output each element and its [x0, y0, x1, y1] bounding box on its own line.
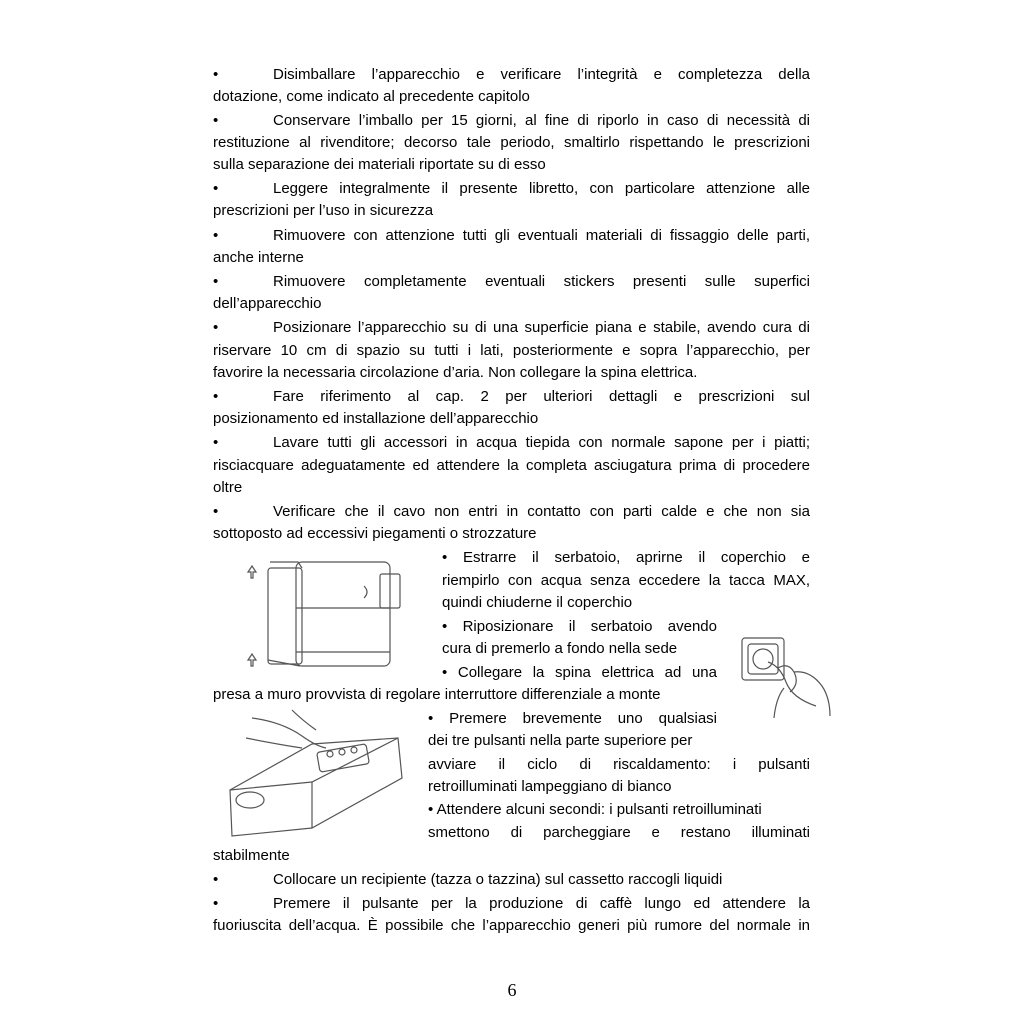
bullet-text-line: anche interne: [213, 249, 304, 266]
figure-text-line: • Premere brevemente uno qualsiasi: [428, 710, 717, 727]
bullet-text-line: restituzione al rivenditore; decorso tale periodo, smaltirlo rispettando le prescrizioni: [213, 134, 810, 151]
bullet-text-line: Collocare un recipiente (tazza o tazzina) sul cassetto raccogli liquidi: [273, 871, 723, 888]
bullet-text-line: fuoriuscita dell’acqua. È possibile che l’apparecchio generi più rumore del normale in: [213, 917, 810, 934]
figure-text-line: retroilluminati lampeggiano di bianco: [428, 778, 672, 795]
arrow-up-icon: [248, 654, 256, 666]
bullet-text-line: posizionamento ed installazione dell’apparecchio: [213, 410, 539, 427]
figure-text-line: riempirlo con acqua senza eccedere la tacca MAX,: [442, 572, 810, 589]
bullet-text-line: Premere il pulsante per la produzione di caffè lungo ed attendere la: [273, 895, 810, 912]
bullet-text-line: Posizionare l’apparecchio su di una superficie piana e stabile, avendo cura di: [273, 319, 810, 336]
figure-text-line: presa a muro provvista di regolare interruttore differenziale a monte: [213, 686, 661, 703]
bullet-text-line: Lavare tutti gli accessori in acqua tiepida con normale sapone per i piatti;: [273, 434, 810, 451]
bullet-text-line: dotazione, come indicato al precedente capitolo: [213, 88, 530, 105]
wall-socket-illustration: [738, 628, 834, 724]
bullet-text-line: sulla separazione dei materiali riportate su di esso: [213, 156, 546, 173]
bullet-text-line: sottoposto ad eccessivi piegamenti o strozzature: [213, 525, 537, 542]
figure-text-line: • Estrarre il serbatoio, aprirne il coperchio e: [442, 549, 810, 566]
bullet-text-line: risciacquare adeguatamente ed attendere la completa asciugatura prima di procedere: [213, 457, 810, 474]
bullet-marker: •: [213, 895, 219, 912]
bullet-text-line: Rimuovere completamente eventuali stickers presenti sulle superfici: [273, 273, 810, 290]
bullet-marker: •: [213, 227, 219, 244]
bullet-text-line: Verificare che il cavo non entri in contatto con parti calde e che non sia: [273, 503, 810, 520]
bullet-text-line: oltre: [213, 479, 243, 496]
figure-text-line: • Collegare la spina elettrica ad una: [442, 664, 717, 681]
figure-text-line: smettono di parcheggiare e restano illuminati: [428, 824, 810, 841]
bullet-text-line: favorire la necessaria circolazione d’aria. Non collegare la spina elettrica.: [213, 364, 698, 381]
bullet-text-line: Rimuovere con attenzione tutti gli eventuali materiali di fissaggio delle parti,: [273, 227, 810, 244]
figure-text-line: quindi chiuderne il coperchio: [442, 594, 633, 611]
figure-text-line: stabilmente: [213, 847, 290, 864]
figure-text-line: cura di premerlo a fondo nella sede: [442, 640, 678, 657]
bullet-marker: •: [213, 319, 219, 336]
arrow-up-icon: [248, 566, 256, 578]
water-tank-illustration: [240, 552, 410, 672]
page-number: 6: [507, 980, 517, 1000]
bullet-text-line: riservare 10 cm di spazio su tutti i lati, posteriormente e sopra l’apparecchio, per: [213, 342, 810, 359]
bullet-text-line: Leggere integralmente il presente libretto, con particolare attenzione alle: [273, 180, 810, 197]
bullet-marker: •: [213, 273, 219, 290]
bullet-text-line: prescrizioni per l’uso in sicurezza: [213, 202, 434, 219]
bullet-marker: •: [213, 388, 219, 405]
bullet-text-line: Fare riferimento al cap. 2 per ulteriori dettagli e prescrizioni sul: [273, 388, 810, 405]
bullet-marker: •: [213, 112, 219, 129]
bullet-marker: •: [213, 434, 219, 451]
figure-text-line: avviare il ciclo di riscaldamento: i pulsanti: [428, 756, 810, 773]
bullet-marker: •: [213, 66, 219, 83]
machine-buttons-illustration: [222, 708, 412, 838]
bullet-text-line: dell’apparecchio: [213, 295, 322, 312]
bullet-marker: •: [213, 871, 219, 888]
figure-text-line: dei tre pulsanti nella parte superiore per: [428, 732, 693, 749]
bullet-marker: •: [213, 180, 219, 197]
bullet-text-line: Conservare l’imballo per 15 giorni, al fine di riporlo in caso di necessità di: [273, 112, 810, 129]
bullet-marker: •: [213, 503, 219, 520]
bullet-text-line: Disimballare l’apparecchio e verificare l’integrità e completezza della: [273, 66, 810, 83]
figure-text-line: • Attendere alcuni secondi: i pulsanti retroilluminati: [428, 801, 762, 818]
figure-text-line: • Riposizionare il serbatoio avendo: [442, 618, 717, 635]
